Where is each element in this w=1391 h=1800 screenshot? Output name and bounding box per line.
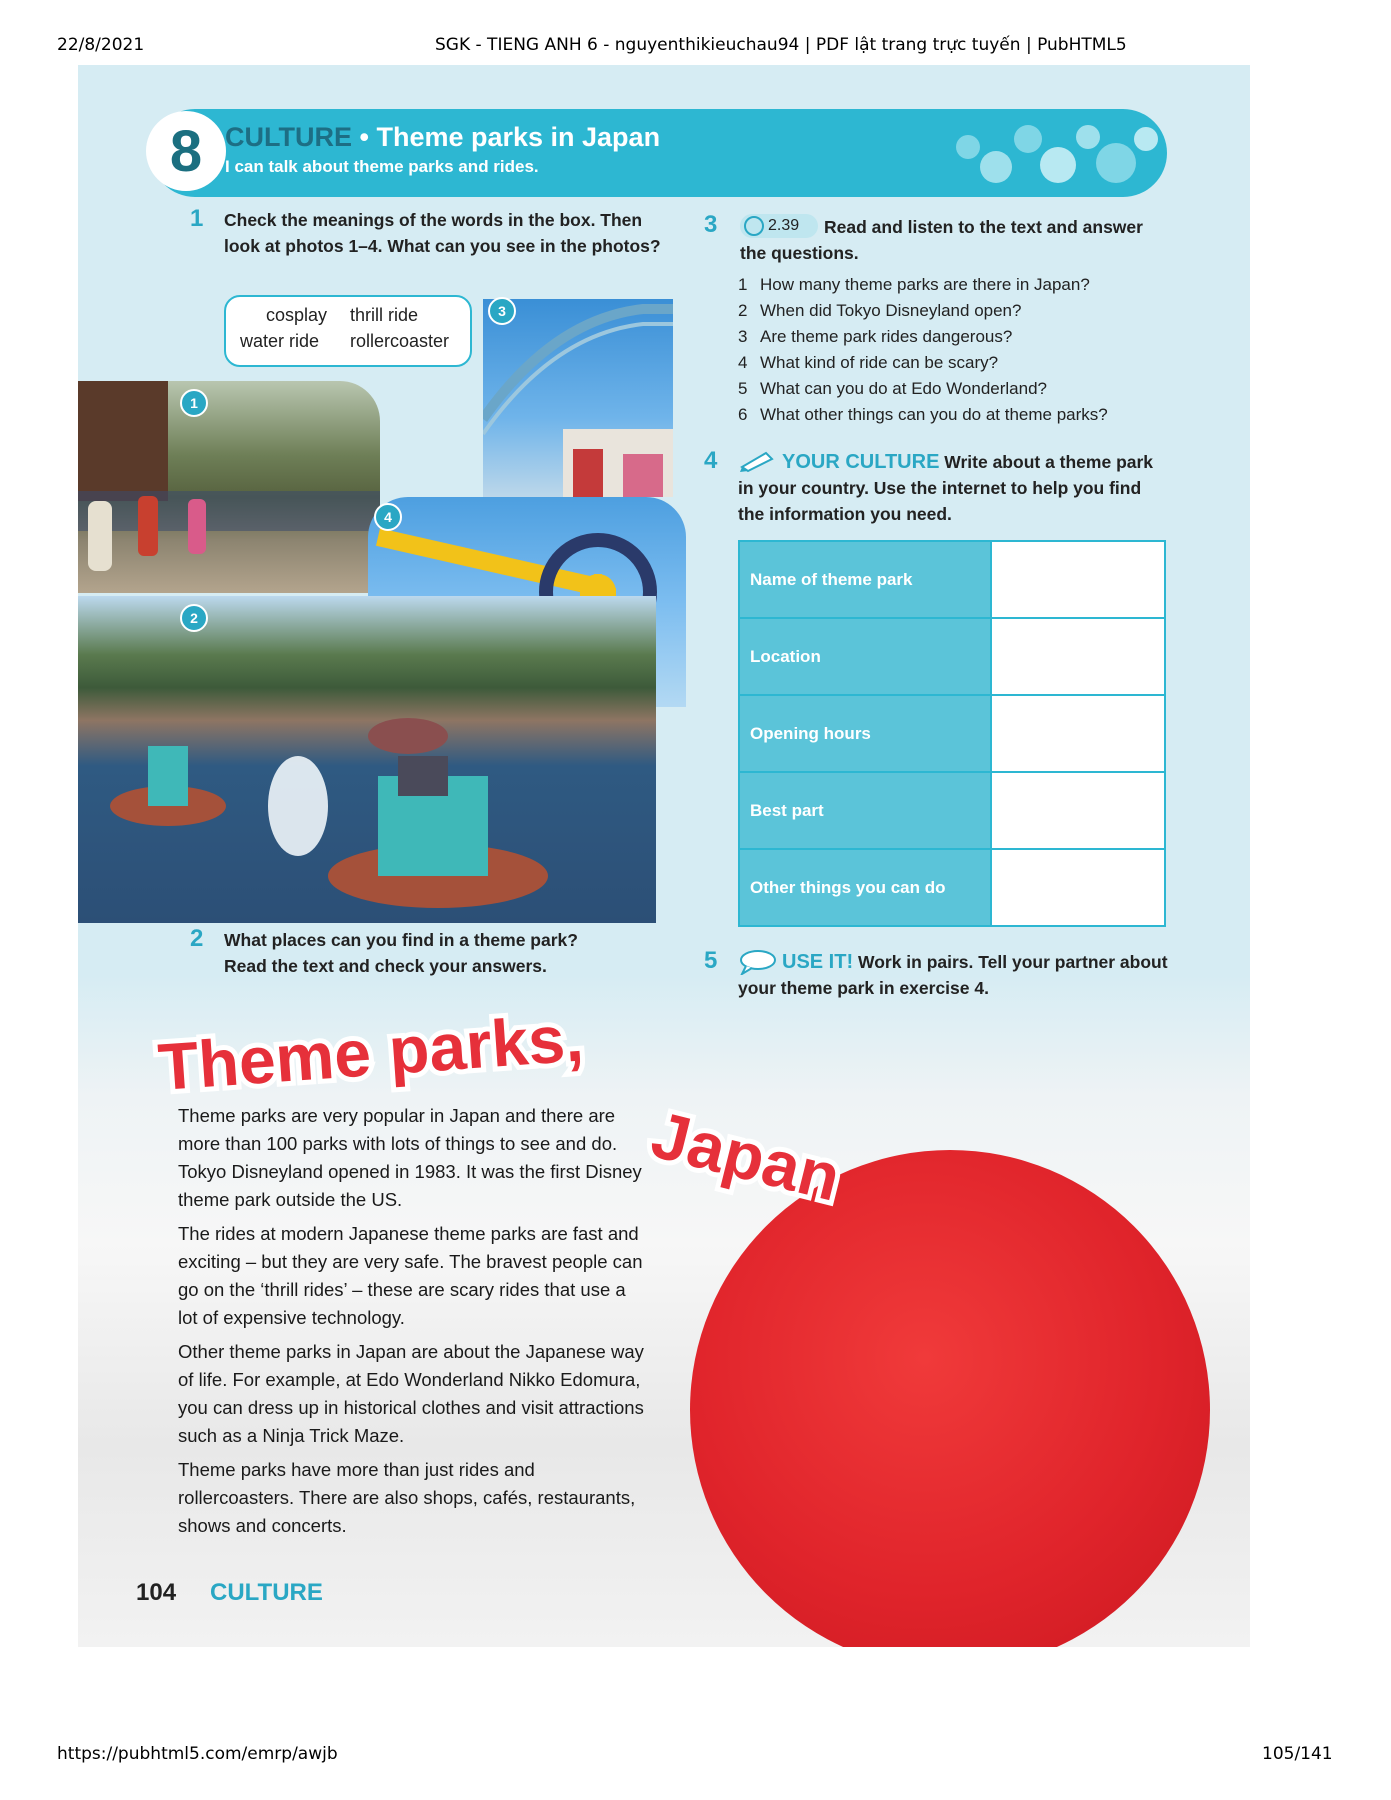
exercise-4-text: Write about a theme park in your country. Use the internet to help you find the information you need.: [738, 452, 1154, 524]
photo-badge-2: 2: [180, 604, 208, 632]
page-number: 104: [136, 1579, 177, 1606]
banner-title: [225, 122, 660, 153]
your-culture-label: YOUR CULTURE: [782, 451, 940, 473]
article-paragraph: The rides at modern Japanese theme parks are fast and exciting – but they are very safe. The bravest people can go on the ‘thrill rides’ – these are scary rides that use a lot of expensive technology.: [178, 1223, 643, 1328]
theme-park-table: [738, 540, 1166, 927]
answer-cell[interactable]: [991, 695, 1165, 772]
word-thrill-ride: thrill ride: [350, 305, 419, 325]
article-title-line-2: Japan: [644, 1096, 848, 1215]
answer-cell[interactable]: [991, 772, 1165, 849]
exercise-4-number: 4: [704, 447, 718, 474]
footer-section: CULTURE: [210, 1579, 323, 1606]
exercise-5-number: 5: [704, 947, 718, 974]
exercise-5-text: Work in pairs. Tell your partner about your theme park in exercise 4.: [738, 952, 1168, 998]
print-title: SGK - TIENG ANH 6 - nguyenthikieuchau94 | PDF lật trang trực tuyến | PubHTML5: [435, 35, 1127, 55]
exercise-2-instructions: What places can you find in a theme park? Read the text and check your answers.: [224, 930, 578, 976]
banner-heading: Theme parks in Japan: [376, 122, 661, 152]
banner-section: CULTURE: [225, 122, 352, 152]
question-item: 3 Are theme park rides dangerous?: [738, 327, 1013, 346]
question-item: 6 What other things can you do at theme parks?: [738, 405, 1108, 424]
row-label: Other things you can do: [739, 849, 991, 926]
question-item: 2 When did Tokyo Disneyland open?: [738, 301, 1022, 320]
article-paragraph: Theme parks are very popular in Japan and there are more than 100 parks with lots of things to see and do. Tokyo Disneyland opened in 1983. It was the first Disney theme park outside the US.: [178, 1105, 642, 1210]
photo-rollercoaster: [483, 299, 673, 497]
question-list: [738, 272, 1178, 428]
exercise-4-instructions: [738, 449, 1168, 527]
photo-badge-4: 4: [374, 503, 402, 531]
question-item: 5 What can you do at Edo Wonderland?: [738, 379, 1047, 398]
table-row: [739, 849, 1165, 926]
book-page: [78, 65, 1250, 1647]
answer-cell[interactable]: [991, 618, 1165, 695]
photo-cosplay: [78, 381, 380, 593]
banner-separator: •: [351, 122, 377, 152]
photo-badge-1: 1: [180, 389, 208, 417]
photo-badge-3: 3: [488, 297, 516, 325]
row-label: Best part: [739, 772, 991, 849]
print-date: 22/8/2021: [57, 35, 145, 55]
exercise-2-number: 2: [190, 925, 204, 952]
exercise-1-instructions: Check the meanings of the words in the box. Then look at photos 1–4. What can you see in the photos?: [224, 210, 661, 256]
bubble-decoration-icon: [948, 117, 1158, 191]
exercise-1-number: 1: [190, 205, 204, 232]
table-row: [739, 695, 1165, 772]
article-paragraph: Theme parks have more than just rides and rollercoasters. There are also shops, cafés, restaurants, shows and concerts.: [178, 1459, 636, 1536]
word-rollercoaster: rollercoaster: [350, 331, 450, 351]
answer-cell[interactable]: [991, 849, 1165, 926]
row-label: Name of theme park: [739, 541, 991, 618]
print-page-counter: 105/141: [1262, 1744, 1333, 1764]
exercise-3-number: 3: [704, 211, 718, 238]
word-box: [224, 295, 472, 367]
exercise-5-instructions: [738, 949, 1168, 1001]
question-item: 1 How many theme parks are there in Japan?: [738, 275, 1090, 294]
exercise-3-instructions: Read and listen to the text and answer the questions.: [740, 217, 1143, 263]
row-label: Opening hours: [739, 695, 991, 772]
word-water-ride: water ride: [240, 331, 320, 351]
answer-cell[interactable]: [991, 541, 1165, 618]
row-label: Location: [739, 618, 991, 695]
photo-water-ride: [78, 596, 656, 923]
article-paragraph: Other theme parks in Japan are about the Japanese way of life. For example, at Edo Wonderland Nikko Edomura, you can dress up in historical clothes and visit attractions such as a Ninja Trick Maze.: [178, 1341, 644, 1446]
banner-subtitle: I can talk about theme parks and rides.: [225, 157, 539, 176]
article-title-line-1: Theme parks,: [155, 1000, 586, 1104]
unit-number: 8: [146, 111, 226, 191]
table-row: [739, 618, 1165, 695]
word-cosplay: cosplay: [266, 305, 328, 325]
article-body: [178, 1102, 648, 1546]
question-item: 4 What kind of ride can be scary?: [738, 353, 999, 372]
use-it-label: USE IT!: [782, 951, 854, 973]
table-row: [739, 772, 1165, 849]
print-url[interactable]: https://pubhtml5.com/emrp/awjb: [57, 1744, 338, 1764]
table-row: [739, 541, 1165, 618]
audio-track-number: 2.39: [768, 217, 800, 234]
